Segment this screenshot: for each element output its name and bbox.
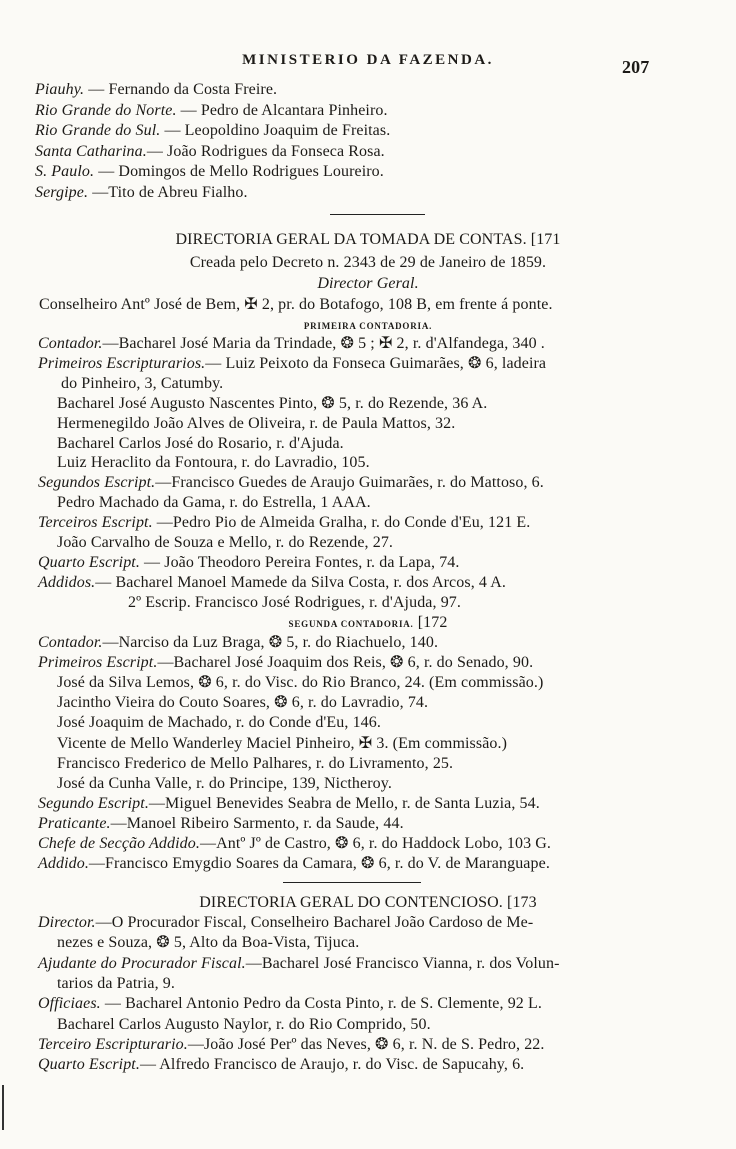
subsection-heading: PRIMEIRA CONTADORIA. [303, 321, 433, 331]
running-header: MINISTERIO DA FAZENDA. [242, 52, 494, 68]
tomada-heading-line [0, 230, 736, 250]
entry-line [35, 142, 385, 162]
entry-text: José da Cunha Valle, r. do Principe, 139, Nictheroy. [57, 774, 392, 792]
entry-text: — Luiz Peixoto da Fonseca Guimarães, ❂ 6, ladeira [205, 354, 547, 372]
entry-line [38, 553, 460, 573]
entry-line [57, 1015, 431, 1035]
entry-line [57, 673, 543, 693]
entry-text: —O Procurador Fiscal, Conselheiro Bacharel João Cardoso de Me- [95, 914, 534, 931]
divider [283, 882, 421, 883]
entry-label: Primeiros Escripturarios. [38, 354, 206, 372]
entry-line [38, 854, 550, 874]
entry-text: — Domingos de Mello Rodrigues Loureiro. [94, 163, 384, 180]
entry-line [38, 834, 551, 854]
entry-line [35, 121, 390, 141]
entry-line [38, 1055, 524, 1075]
entry-line [57, 434, 344, 454]
section-ref: [171 [530, 231, 561, 248]
entry-label: Chefe de Secção Addido. [38, 835, 200, 852]
entry-text: —Tito de Abreu Fialho. [88, 183, 248, 201]
section-ref: [172 [417, 614, 448, 631]
entry-text: —Pedro Pio de Almeida Gralha, r. do Conde d'Eu, 121 E. [152, 514, 531, 532]
entry-line [57, 493, 371, 513]
divider [330, 214, 425, 215]
director-line: Conselheiro Antº José de Bem, ✠ 2, pr. do Botafogo, 108 B, em frente á ponte. [39, 296, 553, 313]
entry-label: Piauhy. [35, 81, 85, 98]
entry-label: Contador. [38, 634, 103, 651]
entry-text: José Joaquim de Machado, r. do Conde d'Eu, 146. [57, 714, 381, 732]
entry-text: José da Silva Lemos, ❂ 6, r. do Visc. do Rio Branco, 24. (Em commissão.) [57, 674, 544, 692]
entry-label: Santa Catharina. [35, 142, 147, 160]
entry-line [35, 101, 388, 121]
entry-line [38, 573, 506, 593]
entry-text: —Bacharel José Joaquim dos Reis, ❂ 6, r. do Senado, 90. [157, 654, 534, 672]
entry-text: Hermenegildo João Alves de Oliveira, r. de Paula Mattos, 32. [57, 414, 456, 432]
subsection-heading-line [0, 613, 736, 634]
entry-line [38, 814, 404, 834]
entry-label: Praticante. [38, 814, 111, 832]
entry-line [57, 533, 393, 553]
entry-text: Luiz Heraclito da Fontoura, r. do Lavradio, 105. [57, 454, 370, 472]
entry-label: Rio Grande do Sul. [35, 122, 161, 139]
entry-text: Vicente de Mello Wanderley Maciel Pinheiro, ✠ 3. (Em commissão.) [57, 734, 508, 752]
entry-line [38, 954, 560, 974]
entry-text: —Bacharel José Maria da Trindade, ❂ 5 ; ✠ 2, r. d'Alfandega, 340 . [102, 335, 545, 352]
entry-line [38, 334, 545, 354]
entry-label: Director. [38, 914, 96, 931]
section-heading: DIRECTORIA GERAL DA TOMADA DE CONTAS. [175, 231, 527, 248]
entry-text: 2º Escrip. Francisco José Rodrigues, r. d'Ajuda, 97. [128, 593, 461, 611]
entry-line [57, 734, 507, 754]
entry-text: — João Rodrigues da Fonseca Rosa. [146, 142, 385, 160]
entry-label: Sergipe. [35, 183, 89, 201]
entry-text: nezes e Souza, ❂ 5, Alto da Boa-Vista, Tijuca. [57, 934, 360, 952]
entry-line [35, 183, 248, 203]
entry-label: S. Paulo. [35, 163, 95, 180]
entry-line [57, 974, 175, 994]
decree-line: Creada pelo Decreto n. 2343 de 29 de Janeiro de 1859. [189, 254, 547, 271]
entry-text: João Carvalho de Souza e Mello, r. do Rezende, 27. [57, 534, 394, 551]
entry-line [57, 713, 381, 733]
entry-text: —Narciso da Luz Braga, ❂ 5, r. do Riachuelo, 140. [102, 634, 439, 651]
section-ref: [173 [507, 894, 537, 911]
entry-text: Bacharel Carlos José do Rosario, r. d'Ajuda. [57, 434, 344, 452]
entry-label: Ajudante do Procurador Fiscal. [38, 954, 246, 972]
entry-label: Terceiro Escripturario. [38, 1035, 188, 1053]
entry-text: —Francisco Guedes de Araujo Guimarães, r. do Mattoso, 6. [155, 474, 544, 492]
entry-text: Bacharel Carlos Augusto Naylor, r. do Rio Comprido, 50. [57, 1015, 431, 1033]
entry-text: tarios da Patria, 9. [57, 974, 175, 992]
entry-line [57, 394, 487, 414]
entry-text: — Fernando da Costa Freire. [84, 81, 278, 98]
entry-label: Primeiros Escript. [38, 654, 158, 672]
entry-line [128, 593, 461, 613]
entry-text: — Leopoldino Joaquim de Freitas. [160, 122, 391, 139]
entry-label: Quarto Escript. [38, 553, 140, 571]
entry-label: Quarto Escript. [38, 1056, 140, 1074]
entry-label: Rio Grande do Norte. [35, 101, 177, 119]
entry-text: —Miguel Benevides Seabra de Mello, r. de Santa Luzia, 54. [148, 794, 540, 812]
entry-text: — João Theodoro Pereira Fontes, r. da Lapa, 74. [139, 553, 460, 571]
entry-text: — Bacharel Antonio Pedro da Costa Pinto, r. de S. Clemente, 92 L. [100, 995, 542, 1013]
entry-label: Addidos. [38, 573, 96, 591]
entry-label: Segundos Escript. [38, 474, 156, 492]
entry-line [38, 994, 542, 1014]
entry-label: Terceiros Escript. [38, 514, 153, 532]
entry-line [38, 794, 540, 814]
entry-line [57, 414, 455, 434]
section-heading: DIRECTORIA GERAL DO CONTENCIOSO. [199, 894, 503, 911]
page-number: 207 [622, 57, 650, 77]
entry-text: — Bacharel Manoel Mamede da Silva Costa, r. dos Arcos, 4 A. [95, 573, 506, 591]
entry-text: — Alfredo Francisco de Araujo, r. do Visc. de Sapucahy, 6. [139, 1056, 525, 1074]
entry-label: Contador. [38, 335, 103, 352]
entry-text: —Antº Jº de Castro, ❂ 6, r. do Haddock Lobo, 103 G. [199, 835, 552, 852]
entry-label: Segundo Escript. [38, 794, 149, 812]
entry-line [35, 162, 384, 182]
contencioso-heading-line [0, 893, 736, 913]
entry-line [38, 653, 533, 673]
entry-text: —Francisco Emygdio Soares da Camara, ❂ 6, r. do V. de Maranguape. [88, 855, 550, 873]
entry-line [57, 693, 428, 713]
entry-line [61, 374, 223, 394]
entry-text: Francisco Frederico de Mello Palhares, r. do Livramento, 25. [57, 754, 454, 772]
entry-line [38, 633, 438, 653]
entry-line [57, 453, 370, 473]
director-label: Director Geral. [317, 275, 419, 292]
entry-line [35, 80, 277, 100]
entry-label: Addido. [38, 855, 89, 873]
entry-line [38, 513, 530, 533]
entry-text: — Pedro de Alcantara Pinheiro. [176, 101, 388, 119]
entry-label: Officiaes. [38, 995, 101, 1013]
entry-text: Jacintho Vieira do Couto Soares, ❂ 6, r. do Lavradio, 74. [57, 694, 429, 712]
entry-line [57, 774, 392, 794]
margin-mark [2, 1085, 4, 1130]
entry-line [38, 473, 544, 493]
entry-text: —Manoel Ribeiro Sarmento, r. da Saude, 44. [110, 814, 404, 832]
entry-text: Bacharel José Augusto Nascentes Pinto, ❂ 5, r. do Rezende, 36 A. [57, 394, 488, 412]
entry-text: —João José Perº das Neves, ❂ 6, r. N. de S. Pedro, 22. [187, 1035, 545, 1053]
entry-line [38, 354, 546, 374]
entry-line [57, 933, 359, 953]
subsection-heading: SEGUNDA CONTADORIA. [288, 619, 414, 629]
entry-line [38, 1035, 545, 1055]
entry-text: Pedro Machado da Gama, r. do Estrella, 1 AAA. [57, 494, 371, 512]
entry-line [57, 754, 453, 774]
entry-text: —Bacharel José Francisco Vianna, r. dos Volun- [245, 954, 560, 972]
entry-line [38, 913, 533, 933]
entry-text: do Pinheiro, 3, Catumby. [61, 374, 224, 392]
